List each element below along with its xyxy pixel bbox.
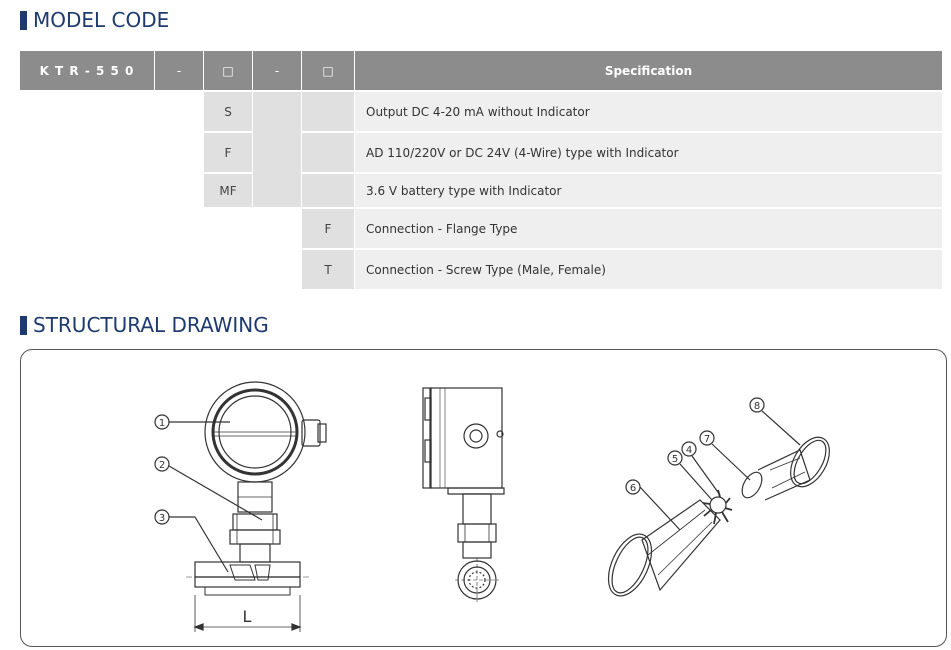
callout-8: 8: [753, 401, 761, 412]
header-box-1: □: [204, 51, 252, 90]
row-3-code-1: MF: [204, 174, 252, 207]
header-box-2: □: [302, 51, 354, 90]
row-2-code-1: F: [204, 133, 252, 172]
row-5-code-2: T: [302, 250, 354, 289]
row-5-spec: Connection - Screw Type (Male, Female): [355, 250, 942, 289]
front-view: [155, 382, 326, 632]
callout-6: 6: [629, 483, 637, 494]
dimension-label: L: [242, 607, 252, 626]
callout-5: 5: [671, 454, 679, 465]
callout-2: 2: [158, 460, 166, 471]
row-1-code-1: S: [204, 92, 252, 131]
row-1-spec: Output DC 4-20 mA without Indicator: [355, 92, 942, 131]
row-4-spec: Connection - Flange Type: [355, 209, 942, 248]
exploded-view: [600, 398, 838, 603]
callout-3: 3: [158, 513, 166, 524]
callout-7: 7: [703, 434, 711, 445]
callout-1: 1: [158, 418, 166, 429]
header-specification: Specification: [355, 51, 942, 90]
structural-drawing-title-text: STRUCTURAL DRAWING: [33, 313, 269, 337]
side-view: [423, 388, 504, 602]
header-dash-2: -: [253, 51, 301, 90]
callout-4: 4: [685, 445, 693, 456]
header-dash-1: -: [155, 51, 203, 90]
model-code-title-text: MODEL CODE: [33, 8, 170, 32]
row-4-code-2: F: [302, 209, 354, 248]
row-2-spec: AD 110/220V or DC 24V (4-Wire) type with Indicator: [355, 133, 942, 172]
header-model: K T R - 5 5 0: [20, 51, 154, 90]
row-3-spec: 3.6 V battery type with Indicator: [355, 174, 942, 207]
